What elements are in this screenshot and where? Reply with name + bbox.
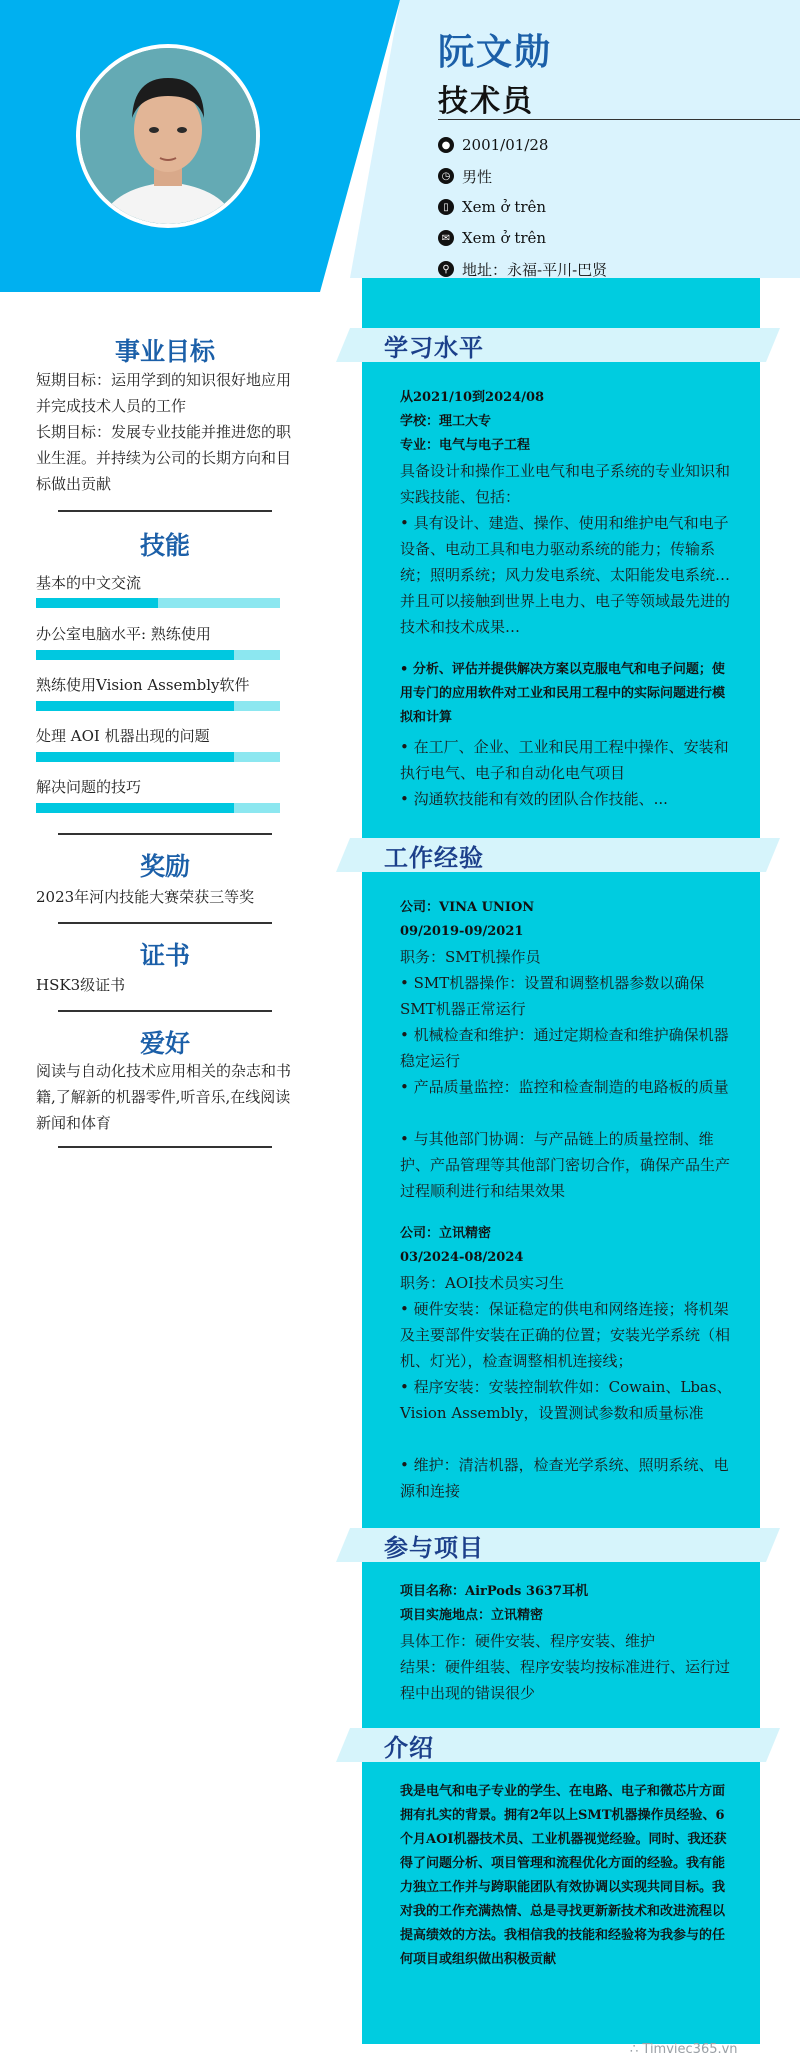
education-bullet: • 沟通软技能和有效的团队合作技能、...	[400, 790, 668, 808]
email-text: Xem ở trên	[462, 229, 547, 247]
skills-title: 技能	[139, 531, 190, 560]
education-desc: 具备设计和操作工业电气和电子系统的专业知识和实践技能、包括：	[400, 462, 731, 506]
job1-bullet: • SMT机器操作：设置和调整机器参数以确保SMT机器正常运行	[400, 974, 705, 1018]
certificate-text: HSK3级证书	[36, 976, 126, 994]
education-bullet: • 具有设计、建造、操作、使用和维护电气和电子设备、电动工具和电力驱动系统的能力；传输系统；照明系统；风力发电系统、太阳能发电系统…并且可以接触到世界上电力、电子等领域最先进的技术和技术成果…	[400, 514, 731, 636]
info-birthdate	[438, 133, 548, 157]
education-period: 从2021/10到2024/08	[400, 390, 545, 405]
job1-bullet: • 与其他部门协调：与产品链上的质量控制、维护、产品管理等其他部门密切合作，确保产品生产过程顺利进行和结果效果	[400, 1130, 731, 1200]
job2-role: 职务：AOI技术员实习生	[400, 1274, 565, 1292]
profile-photo	[76, 44, 260, 228]
skill-label: 解决问题的技巧	[36, 778, 142, 796]
clock-icon: ◷	[438, 168, 454, 184]
job-title: 技术员	[438, 84, 534, 119]
skill-label: 办公室电脑水平: 熟练使用	[36, 625, 211, 643]
info-gender	[438, 164, 492, 188]
education-bullet: • 分析、评估并提供解决方案以克服电气和电子问题；使用专门的应用软件对工业和民用工程中的实际问题进行模拟和计算	[400, 662, 726, 725]
skill-bar-fill	[36, 803, 234, 813]
skill-label: 熟练使用Vision Assembly软件	[36, 676, 250, 694]
career-goal-title: 事业目标	[114, 337, 215, 366]
awards-text: 2023年河内技能大赛荣获三等奖	[36, 888, 255, 906]
job1-bullet: • 产品质量监控：监控和检查制造的电路板的质量	[400, 1078, 729, 1096]
job1-company: 公司：VINA UNION	[400, 900, 535, 915]
skill-bar	[36, 701, 280, 711]
birthdate-text: 2001/01/28	[462, 136, 549, 154]
skill-bar-fill	[36, 598, 158, 608]
skill-bar	[36, 803, 280, 813]
job2-bullet: • 维护：清洁机器，检查光学系统、照明系统、电源和连接	[400, 1456, 729, 1500]
education-bullet: • 在工厂、企业、工业和民用工程中操作、安装和执行电气、电子和自动化电气项目	[400, 738, 729, 782]
skill-bar-fill	[36, 752, 234, 762]
skill-label: 处理 AOI 机器出现的问题	[36, 727, 210, 745]
awards-title: 奖励	[139, 852, 190, 881]
info-phone	[438, 195, 546, 219]
hobby-title: 爱好	[139, 1029, 190, 1058]
section-divider	[58, 833, 272, 835]
career-goal-short: 短期目标：运用学到的知识很好地应用并完成技术人员的工作	[36, 371, 292, 415]
hobby-text: 阅读与自动化技术应用相关的杂志和书籍,了解新的机器零件,听音乐,在线阅读 新闻和体育	[36, 1062, 292, 1132]
job1-bullet: • 机械检查和维护：通过定期检查和维护确保机器稳定运行	[400, 1026, 729, 1070]
footer-watermark: ∴ Timviec365.vn	[630, 2042, 738, 2057]
work-title: 工作经验	[384, 843, 484, 872]
intro-text: 我是电气和电子专业的学生、在电路、电子和微芯片方面拥有扎实的背景。拥有2年以上SMT机器操作员经验、6个月AOI机器技术员、工业机器视觉经验。同时、我还获得了问题分析、项目管理和流程优化方面的经验。我有能力独立工作并与跨职能团队有效协调以实现共同目标。我对我的工作充满热情、总是寻找更新新技术和改进流程以提高绩效的方法。我相信我的技能和经验将为我参与的任何项目或组织做出积极贡献	[400, 1784, 727, 1967]
skill-bar-fill	[36, 701, 234, 711]
section-divider	[58, 1146, 272, 1148]
job2-bullet: • 硬件安装：保证稳定的供电和网络连接；将机架及主要部件安装在正确的位置；安装光学系统（相机、灯光），检查调整相机连接线；	[400, 1300, 731, 1370]
info-email	[438, 226, 546, 250]
project-work: 具体工作：硬件安装、程序安装、维护	[400, 1632, 656, 1650]
job2-bullet: • 程序安装：安装控制软件如：Cowain、Lbas、Vision Assembly，设置测试参数和质量标准	[400, 1378, 732, 1422]
education-major: 专业：电气与电子工程	[400, 438, 531, 453]
job1-role: 职务：SMT机操作员	[400, 948, 541, 966]
location-icon: ⚲	[438, 261, 454, 277]
intro-title: 介绍	[384, 1733, 434, 1762]
gender-text: 男性	[462, 167, 493, 186]
person-icon: ●	[438, 137, 454, 153]
job2-company: 公司：立讯精密	[400, 1226, 492, 1241]
mail-icon: ✉	[438, 230, 454, 246]
skill-bar	[36, 598, 280, 608]
project-place: 项目实施地点：立讯精密	[400, 1608, 544, 1623]
phone-icon: ▯	[438, 199, 454, 215]
project-title: 参与项目	[384, 1533, 484, 1562]
header-info-block	[350, 0, 800, 278]
skill-bar	[36, 752, 280, 762]
job1-period: 09/2019-09/2021	[400, 924, 524, 939]
address-text: 地址：永福-平川-巴贤	[462, 260, 608, 279]
section-divider	[58, 510, 272, 512]
education-title: 学习水平	[384, 333, 484, 362]
phone-text: Xem ở trên	[462, 198, 547, 216]
candidate-name: 阮文勋	[438, 31, 553, 73]
project-result: 结果：硬件组装、程序安装均按标准进行、运行过程中出现的错误很少	[400, 1658, 731, 1702]
job2-period: 03/2024-08/2024	[400, 1250, 524, 1265]
skill-bar-fill	[36, 650, 234, 660]
skill-label: 基本的中文交流	[36, 574, 142, 592]
project-name: 项目名称：AirPods 3637耳机	[400, 1584, 589, 1599]
skill-bar	[36, 650, 280, 660]
title-divider	[438, 119, 800, 120]
career-goal-long: 长期目标：发展专业技能并推进您的职业生涯。并持续为公司的长期方向和目标做出贡献	[36, 423, 292, 493]
certificate-title: 证书	[139, 941, 190, 970]
section-divider	[58, 1010, 272, 1012]
section-divider	[58, 922, 272, 924]
education-school: 学校：理工大专	[400, 414, 492, 429]
